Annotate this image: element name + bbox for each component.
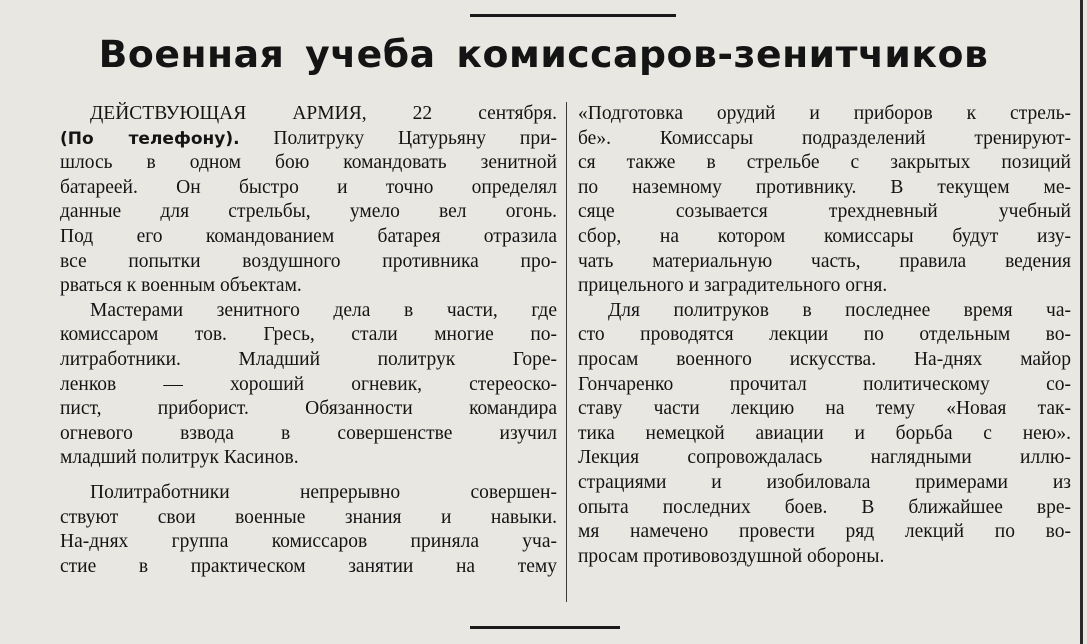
article-text-line <box>60 555 557 580</box>
line-text: чать материальную часть, правила ведения <box>578 250 1071 272</box>
article-text-line <box>578 323 1071 348</box>
article-text-line <box>578 151 1071 176</box>
paragraph-gap <box>60 471 557 481</box>
line-text: Лекция сопровождалась наглядными иллю- <box>578 447 1071 469</box>
article-text-line <box>578 176 1071 201</box>
article-text-line <box>578 250 1071 275</box>
dateline-bold-text: (По телефону). <box>60 128 240 149</box>
article-text-line <box>578 373 1071 398</box>
column-divider <box>566 102 567 602</box>
article-text-line <box>578 299 1071 324</box>
article-text-line <box>60 446 557 471</box>
article-text-line <box>60 481 557 506</box>
line-text: все попытки воздушного противника про- <box>60 250 557 272</box>
line-text: Политруку Цатурьяну при- <box>239 127 557 149</box>
line-text: мя намечено провести ряд лекций по во- <box>578 521 1071 543</box>
bottom-separator-rule <box>470 626 620 629</box>
line-text: просам противовоздушной обороны. <box>578 545 885 567</box>
article-text-line <box>60 274 557 299</box>
article-text-line <box>60 530 557 555</box>
line-text: литработники. Младший политрук Горе- <box>60 348 557 370</box>
article-headline: Военная учеба комиссаров-зенитчиков <box>98 33 989 76</box>
line-text: Под его командованием батарея отразила <box>60 225 557 247</box>
line-text: «Подготовка орудий и приборов к стрель- <box>578 103 1071 124</box>
line-text: опыта последних боев. В ближайшее вре- <box>578 496 1071 518</box>
line-text: тика немецкой авиации и борьба с нею». <box>578 422 1071 444</box>
line-text: рваться к военным объектам. <box>60 275 302 297</box>
article-text-line <box>578 200 1071 225</box>
line-text: стие в практическом занятии на тему <box>60 555 557 577</box>
article-text-line <box>60 397 557 422</box>
article-text-line <box>578 397 1071 422</box>
article-text-line <box>60 176 557 201</box>
right-border-line <box>1080 0 1083 644</box>
article-text-line <box>578 127 1071 152</box>
line-text: Мастерами зенитного дела в части, где <box>90 299 557 321</box>
cut-off-headline-fragment-bottom <box>628 630 888 644</box>
line-text: младший политрук Касинов. <box>60 447 299 469</box>
article-text-line <box>578 446 1071 471</box>
article-column-left <box>60 102 557 579</box>
article-text-line <box>60 250 557 275</box>
article-text-line <box>578 102 1071 127</box>
article-text-line <box>578 225 1071 250</box>
article-text-line <box>60 299 557 324</box>
cut-off-text-fragment-top <box>14 0 444 5</box>
top-separator-rule <box>470 14 676 17</box>
article-text-line <box>60 200 557 225</box>
article-text-line <box>578 348 1071 373</box>
line-text: Гончаренко прочитал политическому со- <box>578 373 1071 395</box>
line-text: ленков — хороший огневик, стереоско- <box>60 373 557 395</box>
line-text: прицельного и заградительного огня. <box>578 275 888 297</box>
line-text: по наземному противнику. В текущем ме- <box>578 176 1071 198</box>
line-text: Политработники непрерывно совершен- <box>90 481 557 503</box>
line-text: ставу части лекцию на тему «Новая так- <box>578 398 1071 420</box>
article-text-line <box>578 471 1071 496</box>
line-text: просам военного искусства. На-днях майор <box>578 348 1071 370</box>
line-text: На-днях группа комиссаров приняла уча- <box>60 531 557 553</box>
article-text-line <box>60 127 557 152</box>
line-text: ствуют свои военные знания и навыки. <box>60 506 557 528</box>
article-text-line <box>578 520 1071 545</box>
line-text: шлось в одном бою командовать зенитной <box>60 152 557 174</box>
article-text-line <box>60 151 557 176</box>
article-text-line <box>60 422 557 447</box>
article-text-line <box>578 274 1071 299</box>
line-text: данные для стрельбы, умело вел огонь. <box>60 201 557 223</box>
article-text-line <box>60 348 557 373</box>
article-text-line <box>578 545 1071 570</box>
line-text: Для политруков в последнее время ча- <box>608 299 1071 321</box>
line-text: огневого взвода в совершенстве изучил <box>60 422 557 444</box>
line-text: бе». Комиссары подразделений тренируют- <box>578 127 1071 149</box>
line-text: ся также в стрельбе с закрытых позиций <box>578 152 1071 174</box>
article-text-line <box>578 496 1071 521</box>
line-text: ДЕЙСТВУЮЩАЯ АРМИЯ, 22 сентября. <box>90 103 557 124</box>
line-text: сбор, на котором комиссары будут изу- <box>578 225 1071 247</box>
line-text: комиссаром тов. Гресь, стали многие по- <box>60 324 557 346</box>
line-text: сяце созывается трехдневный учебный <box>578 201 1071 223</box>
line-text: батареей. Он быстро и точно определял <box>60 176 557 198</box>
article-text-line <box>60 323 557 348</box>
line-text: сто проводятся лекции по отдельным во- <box>578 324 1071 346</box>
article-text-line <box>578 422 1071 447</box>
article-text-line <box>60 225 557 250</box>
line-text: пист, приборист. Обязанности командира <box>60 398 557 420</box>
article-text-line <box>60 506 557 531</box>
article-text-line <box>60 373 557 398</box>
article-text-line <box>60 102 557 127</box>
line-text: страциями и изобиловала примерами из <box>578 471 1071 493</box>
article-column-right <box>578 102 1071 569</box>
